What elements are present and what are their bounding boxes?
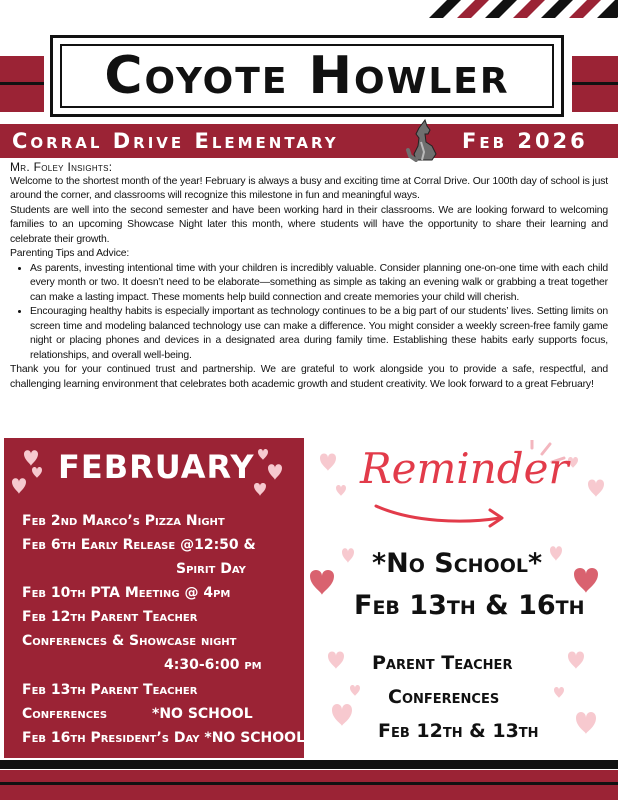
issue-date: Feb 2026 [462, 129, 588, 153]
letter-paragraph: Welcome to the shortest month of the year! February is always a busy and exciting time at Corral Drive. Our 100th day of school is just around the corner, and classrooms will recognize this milestone in fun and meaningful ways. [10, 175, 608, 201]
letter-paragraph: Students are well into the second semester and have been working hard in their classrooms. We are looking forward to welcoming families to an upcoming Showcase Night later this month, where students will have the opportunity to share their learning and celebrate their growth. [10, 204, 608, 245]
no-school-text: *No School* [372, 548, 543, 579]
hearts-decoration [10, 444, 60, 496]
coyote-icon [402, 118, 444, 162]
stripe [457, 0, 489, 18]
letter-signature: Mr. Foley Insights: [10, 160, 113, 174]
hearts-decoration [250, 446, 302, 502]
tips-heading: Parenting Tips and Advice: [10, 248, 130, 259]
footer-line [0, 782, 618, 785]
tip-item: • As parents, investing intentional time with your children is incredibly valuable. Consider planning one-on-one time with each child every month or two. It doesn’t need to be elaborate—something as simple as taking an evening walk or grabbing a treat together can make a lasting impact. These moments help build connection and create memories your child will cherish. [30, 262, 608, 306]
reminder-title: Reminder [360, 444, 569, 493]
footer-bar [0, 760, 618, 769]
stripe [597, 0, 618, 18]
stripe [541, 0, 573, 18]
stripe [513, 0, 545, 18]
calendar-entry: Conferences [22, 706, 108, 722]
footer-bar [0, 770, 618, 800]
ptc-label: Parent Teacher [372, 652, 513, 674]
stripe [485, 0, 517, 18]
masthead-box [50, 35, 564, 117]
calendar-entry: Feb 16th President’s Day *NO SCHOOL [22, 730, 305, 746]
calendar-entry: Feb 2nd Marco’s Pizza Night [22, 513, 225, 529]
tip-item: • Encouraging healthy habits is especially important as technology continues to be a big part of our students’ lives. Setting limits on screen time and modeling balanced technology use can make a difference. You might consider a weekly screen-free family game night or placing phones and devices in a designated area during family time. Establishing these habits early supports focus, relationships, and overall well-being. [30, 305, 608, 363]
header-side-line [572, 82, 618, 85]
principal-letter [10, 160, 608, 392]
letter-closing: Thank you for your continued trust and partnership. We are grateful to work alongside you to provide a safe, respectful, and challenging learning environment that celebrates both academic growth and student creativity. We look forward to a great February! [10, 364, 608, 390]
calendar-entry: Feb 6th Early Release @12:50 & [22, 537, 256, 553]
ptc-label: Conferences [388, 686, 500, 708]
masthead-title: Coyote Howler [104, 46, 510, 106]
calendar-entry: Feb 13th Parent Teacher [22, 682, 198, 698]
calendar-entry: Conferences & Showcase night [22, 633, 237, 649]
school-name: Corral Drive Elementary [12, 129, 339, 153]
calendar-entry: Spirit Day [176, 561, 246, 577]
calendar-entry: Feb 10th PTA Meeting @ 4pm [22, 585, 231, 601]
arrow-right-icon [372, 496, 512, 532]
header-side-line [0, 82, 44, 85]
ptc-dates: Feb 12th & 13th [378, 720, 539, 742]
stripe [429, 0, 461, 18]
calendar-entry: Feb 12th Parent Teacher [22, 609, 198, 625]
stripe [569, 0, 601, 18]
february-title: FEBRUARY [58, 448, 255, 486]
calendar-entry: *NO SCHOOL [152, 706, 253, 722]
tips-list [10, 262, 608, 364]
no-school-dates: Feb 13th & 16th [354, 590, 585, 621]
calendar-entry: 4:30-6:00 pm [164, 657, 262, 673]
